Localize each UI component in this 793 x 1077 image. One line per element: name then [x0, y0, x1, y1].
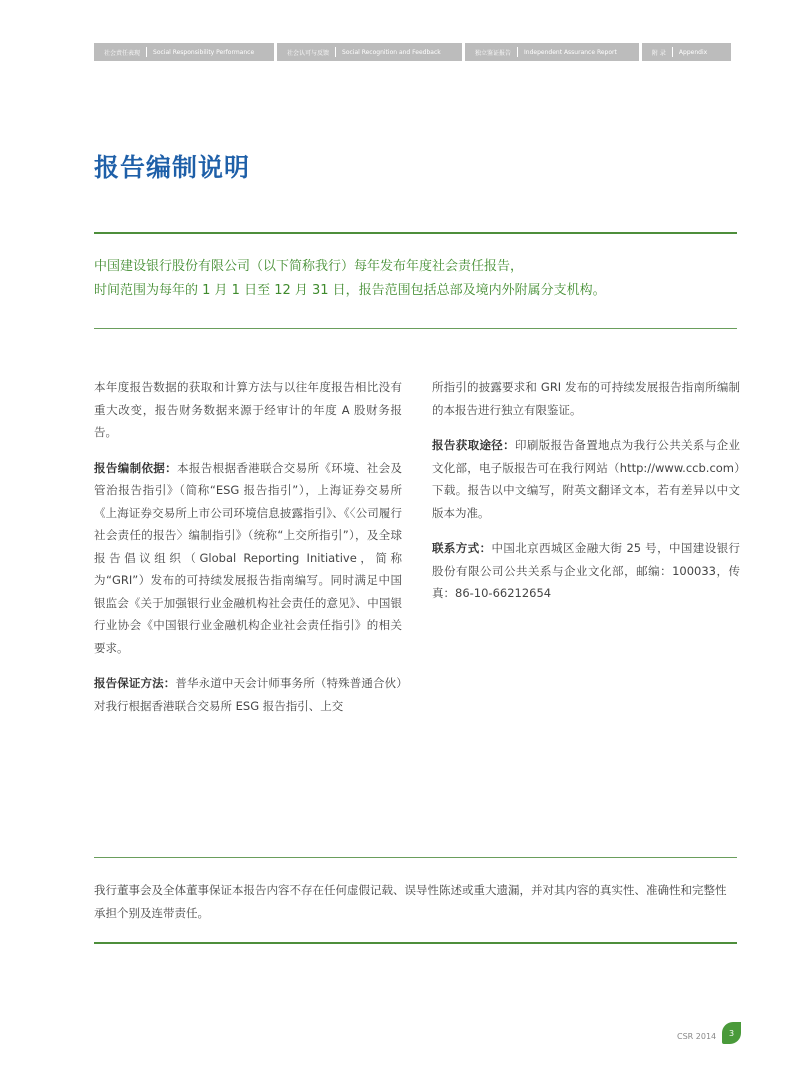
intro-top-rule: [94, 232, 737, 234]
compilation-basis-label: 报告编制依据：: [94, 460, 178, 475]
compilation-basis-paragraph: [94, 457, 402, 660]
tab-independent-assurance-report[interactable]: [465, 43, 639, 61]
tab-zh-label: 附 录: [652, 49, 666, 57]
board-statement-text: 我行董事会及全体董事保证本报告内容不存在任何虚假记载、误导性陈述或重大遗漏，并对其内容的真实性、准确性和完整性承担个别及连带责任。: [94, 883, 727, 920]
tab-separator: [335, 47, 336, 57]
data-method-paragraph: 本年度报告数据的获取和计算方法与以往年度报告相比没有重大改变，报告财务数据来源于经审计的年度 A 股财务报告。: [94, 380, 402, 439]
tab-separator: [517, 47, 518, 57]
tab-separator: [146, 47, 147, 57]
footnote-bottom-rule: [94, 942, 737, 944]
page-number-leaf-badge: [722, 1022, 741, 1044]
report-access-text: 印刷版报告备置地点为我行公共关系与企业文化部，电子版报告可在我行网站（http://www.ccb.com）下载。报告以中文编写，附英文翻译文本，若有差异以中文版本为准。: [432, 438, 741, 520]
contact-label: 联系方式：: [432, 541, 492, 555]
report-label: CSR 2014: [677, 1032, 717, 1041]
intro-line-1: 中国建设银行股份有限公司（以下简称我行）每年发布年度社会责任报告，: [94, 259, 524, 274]
tab-zh-label: 社会责任表现: [104, 49, 141, 57]
assurance-continued-paragraph: 所指引的披露要求和 GRI 发布的可持续发展报告指南所编制的本报告进行独立有限鉴证。: [432, 380, 740, 417]
header-nav: [94, 43, 731, 61]
tab-separator: [672, 47, 673, 57]
page-title: 报告编制说明: [94, 153, 251, 182]
right-column: [432, 376, 740, 618]
page-number: 3: [728, 1028, 735, 1038]
report-access-label: 报告获取途径：: [432, 438, 516, 452]
contact-paragraph: [432, 537, 740, 605]
report-access-paragraph: [432, 434, 740, 524]
tab-en-label: Social Recognition and Feedback: [342, 48, 441, 56]
intro-bottom-rule: [94, 328, 737, 329]
tab-en-label: Appendix: [678, 48, 708, 56]
left-column: [94, 376, 402, 730]
assurance-method-paragraph: [94, 672, 402, 717]
tab-en-label: Independent Assurance Report: [524, 48, 617, 56]
intro-block: [94, 255, 737, 303]
contact-text: 中国北京西城区金融大街 25 号，中国建设银行股份有限公司公共关系与企业文化部，邮编：100033，传真：86-10-66212654: [432, 541, 740, 600]
intro-line-2: 时间范围为每年的 1 月 1 日至 12 月 31 日，报告范围包括总部及境内外附属分支机构。: [94, 283, 606, 298]
tab-en-label: Social Responsibility Performance: [153, 48, 255, 56]
tab-zh-label: 独立鉴证报告: [475, 49, 512, 57]
tab-appendix[interactable]: [642, 43, 731, 61]
tab-zh-label: 社会认可与反馈: [287, 49, 330, 57]
assurance-method-label: 报告保证方法：: [94, 676, 176, 690]
tab-social-recognition-feedback[interactable]: [277, 43, 462, 61]
footnote-top-rule: [94, 857, 737, 858]
assurance-method-text: 普华永道中天会计师事务所（特殊普通合伙）对我行根据香港联合交易所 ESG 报告指引、上交: [94, 676, 402, 713]
compilation-basis-text: 本报告根据香港联合交易所《环境、社会及管治报告指引》（简称“ESG 报告指引”），上海证券交易所《上海证券交易所上市公司环境信息披露指引》、《〈公司履行社会责任的报告〉编制指引》（统称“上交所指引”），及全球报告倡议组织（Global Reporting Initiative，简称为“GRI”）发布的可持续发展报告指南编写。同时满足中国银监会《关于加强银行业金融机构社会责任的意见》、中国银行业协会《中国银行业金融机构企业社会责任指引》的相关要求。: [94, 460, 403, 655]
board-statement: [94, 879, 737, 924]
tab-social-responsibility-performance[interactable]: [94, 43, 274, 61]
